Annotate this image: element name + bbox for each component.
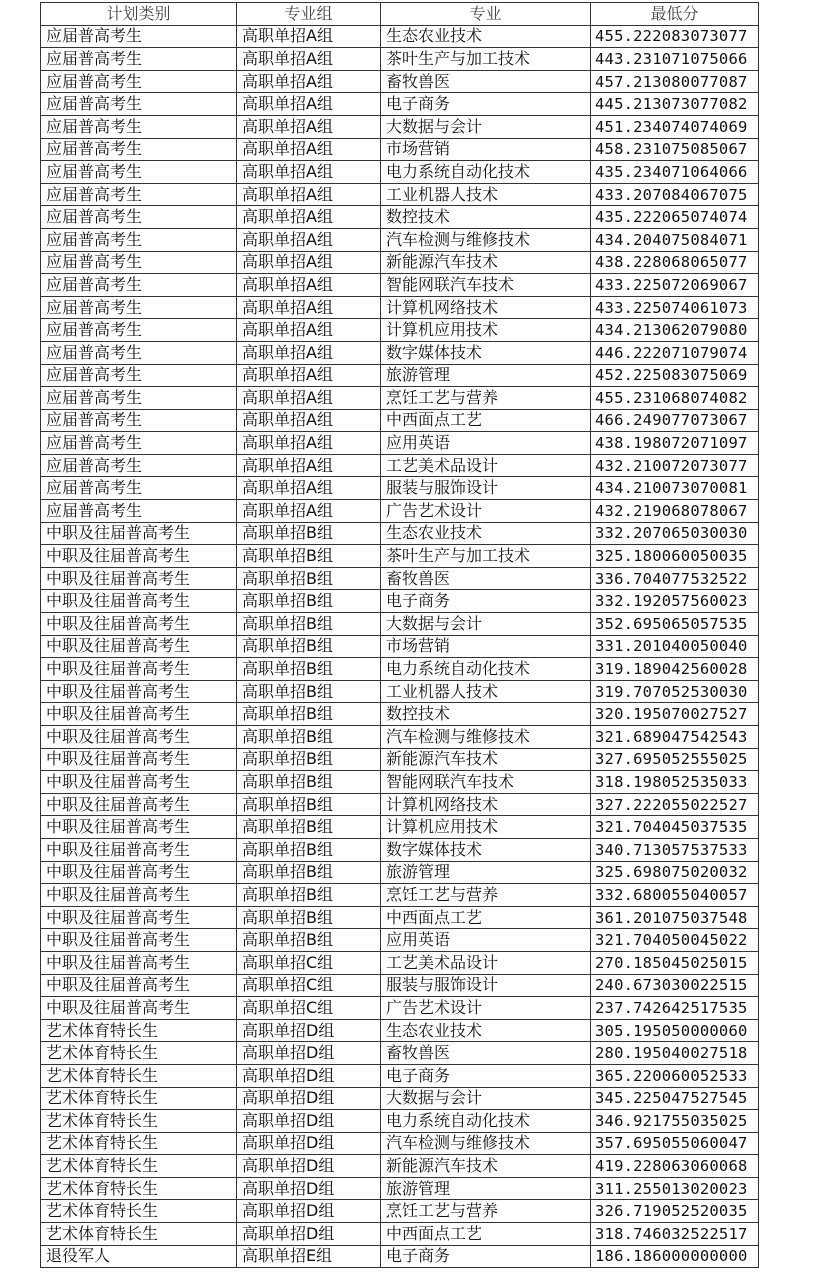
- table-row: [41, 387, 759, 410]
- plan-category-cell: 中职及往届普高考生: [41, 838, 237, 861]
- plan-category-cell: 应届普高考生: [41, 296, 237, 319]
- min-score-cell: 319.189042560028: [591, 658, 759, 681]
- major-group-cell: 高职单招B组: [237, 929, 381, 952]
- min-score-cell: 346.921755035025: [591, 1110, 759, 1133]
- table-row: [41, 703, 759, 726]
- major-cell: 中西面点工艺: [381, 409, 591, 432]
- min-score-cell: 311.255013020023: [591, 1177, 759, 1200]
- plan-category-cell: 应届普高考生: [41, 477, 237, 500]
- major-cell: 中西面点工艺: [381, 1223, 591, 1246]
- min-score-cell: 432.210072073077: [591, 454, 759, 477]
- major-group-cell: 高职单招A组: [237, 387, 381, 410]
- table-row: [41, 816, 759, 839]
- header-plan-category: 计划类别: [41, 3, 237, 26]
- major-group-cell: 高职单招D组: [237, 1155, 381, 1178]
- major-cell: 计算机网络技术: [381, 296, 591, 319]
- major-cell: 电力系统自动化技术: [381, 658, 591, 681]
- major-cell: 数字媒体技术: [381, 838, 591, 861]
- table-row: [41, 1200, 759, 1223]
- min-score-cell: 332.680055040057: [591, 884, 759, 907]
- min-score-cell: 319.707052530030: [591, 680, 759, 703]
- min-score-cell: 326.719052520035: [591, 1200, 759, 1223]
- plan-category-cell: 中职及往届普高考生: [41, 703, 237, 726]
- major-cell: 工业机器人技术: [381, 183, 591, 206]
- major-group-cell: 高职单招B组: [237, 545, 381, 568]
- major-cell: 大数据与会计: [381, 115, 591, 138]
- major-cell: 新能源汽车技术: [381, 251, 591, 274]
- plan-category-cell: 中职及往届普高考生: [41, 929, 237, 952]
- plan-category-cell: 中职及往届普高考生: [41, 884, 237, 907]
- score-table-sheet: [40, 2, 758, 1268]
- major-group-cell: 高职单招B组: [237, 793, 381, 816]
- major-group-cell: 高职单招D组: [237, 1064, 381, 1087]
- table-header-row: [41, 3, 759, 26]
- major-group-cell: 高职单招A组: [237, 93, 381, 116]
- table-row: [41, 613, 759, 636]
- plan-category-cell: 应届普高考生: [41, 48, 237, 71]
- major-group-cell: 高职单招A组: [237, 228, 381, 251]
- major-cell: 工艺美术品设计: [381, 454, 591, 477]
- major-group-cell: 高职单招D组: [237, 1110, 381, 1133]
- major-group-cell: 高职单招A组: [237, 115, 381, 138]
- major-group-cell: 高职单招A组: [237, 477, 381, 500]
- min-score-cell: 318.198052535033: [591, 771, 759, 794]
- major-cell: 生态农业技术: [381, 522, 591, 545]
- major-cell: 畜牧兽医: [381, 1042, 591, 1065]
- major-cell: 服装与服饰设计: [381, 974, 591, 997]
- major-group-cell: 高职单招B组: [237, 816, 381, 839]
- plan-category-cell: 艺术体育特长生: [41, 1087, 237, 1110]
- major-group-cell: 高职单招A组: [237, 183, 381, 206]
- min-score-cell: 240.673030022515: [591, 974, 759, 997]
- table-row: [41, 884, 759, 907]
- table-row: [41, 1087, 759, 1110]
- plan-category-cell: 艺术体育特长生: [41, 1132, 237, 1155]
- major-cell: 茶叶生产与加工技术: [381, 545, 591, 568]
- major-cell: 畜牧兽医: [381, 70, 591, 93]
- major-cell: 旅游管理: [381, 1177, 591, 1200]
- table-row: [41, 635, 759, 658]
- table-row: [41, 432, 759, 455]
- plan-category-cell: 艺术体育特长生: [41, 1019, 237, 1042]
- min-score-cell: 443.231071075066: [591, 48, 759, 71]
- plan-category-cell: 应届普高考生: [41, 115, 237, 138]
- major-group-cell: 高职单招A组: [237, 454, 381, 477]
- table-row: [41, 477, 759, 500]
- plan-category-cell: 应届普高考生: [41, 274, 237, 297]
- plan-category-cell: 应届普高考生: [41, 206, 237, 229]
- table-row: [41, 319, 759, 342]
- min-score-cell: 332.192057560023: [591, 590, 759, 613]
- table-row: [41, 1064, 759, 1087]
- plan-category-cell: 中职及往届普高考生: [41, 771, 237, 794]
- table-row: [41, 183, 759, 206]
- major-group-cell: 高职单招D组: [237, 1200, 381, 1223]
- min-score-cell: 336.704077532522: [591, 567, 759, 590]
- min-score-cell: 451.234074074069: [591, 115, 759, 138]
- min-score-cell: 318.746032522517: [591, 1223, 759, 1246]
- major-cell: 广告艺术设计: [381, 997, 591, 1020]
- min-score-cell: 466.249077073067: [591, 409, 759, 432]
- major-cell: 电子商务: [381, 1245, 591, 1268]
- min-score-cell: 457.213080077087: [591, 70, 759, 93]
- major-group-cell: 高职单招C组: [237, 974, 381, 997]
- major-cell: 烹饪工艺与营养: [381, 884, 591, 907]
- major-group-cell: 高职单招A组: [237, 251, 381, 274]
- plan-category-cell: 应届普高考生: [41, 93, 237, 116]
- min-score-cell: 280.195040027518: [591, 1042, 759, 1065]
- major-cell: 数控技术: [381, 206, 591, 229]
- plan-category-cell: 中职及往届普高考生: [41, 635, 237, 658]
- major-cell: 市场营销: [381, 138, 591, 161]
- table-row: [41, 409, 759, 432]
- major-cell: 烹饪工艺与营养: [381, 387, 591, 410]
- major-cell: 畜牧兽医: [381, 567, 591, 590]
- plan-category-cell: 中职及往届普高考生: [41, 658, 237, 681]
- major-cell: 烹饪工艺与营养: [381, 1200, 591, 1223]
- major-group-cell: 高职单招B组: [237, 703, 381, 726]
- plan-category-cell: 中职及往届普高考生: [41, 748, 237, 771]
- min-score-cell: 321.704045037535: [591, 816, 759, 839]
- major-group-cell: 高职单招B组: [237, 748, 381, 771]
- major-group-cell: 高职单招A组: [237, 319, 381, 342]
- plan-category-cell: 艺术体育特长生: [41, 1223, 237, 1246]
- plan-category-cell: 应届普高考生: [41, 70, 237, 93]
- table-row: [41, 658, 759, 681]
- plan-category-cell: 中职及往届普高考生: [41, 974, 237, 997]
- min-score-cell: 357.695055060047: [591, 1132, 759, 1155]
- major-group-cell: 高职单招A组: [237, 48, 381, 71]
- major-cell: 汽车检测与维修技术: [381, 1132, 591, 1155]
- table-row: [41, 1042, 759, 1065]
- min-score-cell: 327.222055022527: [591, 793, 759, 816]
- major-group-cell: 高职单招B组: [237, 613, 381, 636]
- table-row: [41, 1223, 759, 1246]
- major-cell: 广告艺术设计: [381, 500, 591, 523]
- major-cell: 应用英语: [381, 929, 591, 952]
- header-min-score: 最低分: [591, 3, 759, 26]
- min-score-cell: 305.195050000060: [591, 1019, 759, 1042]
- major-cell: 大数据与会计: [381, 613, 591, 636]
- min-score-cell: 445.213073077082: [591, 93, 759, 116]
- plan-category-cell: 中职及往届普高考生: [41, 726, 237, 749]
- plan-category-cell: 中职及往届普高考生: [41, 951, 237, 974]
- major-group-cell: 高职单招C组: [237, 997, 381, 1020]
- table-row: [41, 951, 759, 974]
- table-row: [41, 115, 759, 138]
- table-row: [41, 771, 759, 794]
- table-row: [41, 1019, 759, 1042]
- major-group-cell: 高职单招B组: [237, 861, 381, 884]
- table-row: [41, 567, 759, 590]
- min-score-cell: 452.225083075069: [591, 364, 759, 387]
- min-score-cell: 434.213062079080: [591, 319, 759, 342]
- major-group-cell: 高职单招A组: [237, 25, 381, 48]
- plan-category-cell: 应届普高考生: [41, 454, 237, 477]
- major-cell: 计算机网络技术: [381, 793, 591, 816]
- min-score-cell: 433.207084067075: [591, 183, 759, 206]
- major-group-cell: 高职单招A组: [237, 364, 381, 387]
- major-cell: 市场营销: [381, 635, 591, 658]
- table-row: [41, 48, 759, 71]
- table-body: [41, 25, 759, 1268]
- table-row: [41, 500, 759, 523]
- min-score-cell: 434.204075084071: [591, 228, 759, 251]
- table-row: [41, 861, 759, 884]
- major-cell: 电子商务: [381, 590, 591, 613]
- major-group-cell: 高职单招D组: [237, 1223, 381, 1246]
- major-cell: 汽车检测与维修技术: [381, 726, 591, 749]
- table-row: [41, 25, 759, 48]
- plan-category-cell: 艺术体育特长生: [41, 1042, 237, 1065]
- min-score-cell: 419.228063060068: [591, 1155, 759, 1178]
- plan-category-cell: 退役军人: [41, 1245, 237, 1268]
- major-cell: 数字媒体技术: [381, 341, 591, 364]
- plan-category-cell: 中职及往届普高考生: [41, 545, 237, 568]
- major-group-cell: 高职单招B组: [237, 884, 381, 907]
- major-cell: 电力系统自动化技术: [381, 1110, 591, 1133]
- min-score-cell: 320.195070027527: [591, 703, 759, 726]
- plan-category-cell: 应届普高考生: [41, 409, 237, 432]
- min-score-cell: 433.225072069067: [591, 274, 759, 297]
- major-group-cell: 高职单招A组: [237, 70, 381, 93]
- major-cell: 生态农业技术: [381, 25, 591, 48]
- table-row: [41, 1177, 759, 1200]
- plan-category-cell: 中职及往届普高考生: [41, 816, 237, 839]
- plan-category-cell: 应届普高考生: [41, 251, 237, 274]
- min-score-cell: 458.231075085067: [591, 138, 759, 161]
- min-score-cell: 327.695052555025: [591, 748, 759, 771]
- table-row: [41, 138, 759, 161]
- min-score-cell: 435.222065074074: [591, 206, 759, 229]
- plan-category-cell: 中职及往届普高考生: [41, 906, 237, 929]
- min-score-cell: 186.186000000000: [591, 1245, 759, 1268]
- major-group-cell: 高职单招A组: [237, 500, 381, 523]
- major-group-cell: 高职单招B组: [237, 680, 381, 703]
- major-cell: 新能源汽车技术: [381, 748, 591, 771]
- major-group-cell: 高职单招B组: [237, 522, 381, 545]
- plan-category-cell: 艺术体育特长生: [41, 1064, 237, 1087]
- table-row: [41, 251, 759, 274]
- table-row: [41, 161, 759, 184]
- major-group-cell: 高职单招A组: [237, 432, 381, 455]
- plan-category-cell: 应届普高考生: [41, 500, 237, 523]
- min-score-cell: 325.180060050035: [591, 545, 759, 568]
- table-row: [41, 997, 759, 1020]
- major-group-cell: 高职单招A组: [237, 274, 381, 297]
- major-cell: 电子商务: [381, 93, 591, 116]
- major-group-cell: 高职单招B组: [237, 838, 381, 861]
- min-score-cell: 321.689047542543: [591, 726, 759, 749]
- major-group-cell: 高职单招D组: [237, 1042, 381, 1065]
- table-row: [41, 1155, 759, 1178]
- plan-category-cell: 应届普高考生: [41, 364, 237, 387]
- major-group-cell: 高职单招D组: [237, 1019, 381, 1042]
- table-row: [41, 1110, 759, 1133]
- major-cell: 茶叶生产与加工技术: [381, 48, 591, 71]
- major-cell: 新能源汽车技术: [381, 1155, 591, 1178]
- major-cell: 服装与服饰设计: [381, 477, 591, 500]
- min-score-cell: 455.231068074082: [591, 387, 759, 410]
- plan-category-cell: 应届普高考生: [41, 138, 237, 161]
- plan-category-cell: 艺术体育特长生: [41, 1110, 237, 1133]
- plan-category-cell: 应届普高考生: [41, 25, 237, 48]
- plan-category-cell: 艺术体育特长生: [41, 1200, 237, 1223]
- table-row: [41, 545, 759, 568]
- plan-category-cell: 应届普高考生: [41, 228, 237, 251]
- major-group-cell: 高职单招D组: [237, 1132, 381, 1155]
- table-row: [41, 93, 759, 116]
- min-score-cell: 345.225047527545: [591, 1087, 759, 1110]
- major-cell: 旅游管理: [381, 364, 591, 387]
- major-group-cell: 高职单招B组: [237, 567, 381, 590]
- major-cell: 汽车检测与维修技术: [381, 228, 591, 251]
- table-row: [41, 1132, 759, 1155]
- min-score-cell: 435.234071064066: [591, 161, 759, 184]
- major-group-cell: 高职单招B组: [237, 726, 381, 749]
- plan-category-cell: 中职及往届普高考生: [41, 793, 237, 816]
- min-score-cell: 433.225074061073: [591, 296, 759, 319]
- table-row: [41, 522, 759, 545]
- plan-category-cell: 应届普高考生: [41, 432, 237, 455]
- major-group-cell: 高职单招D组: [237, 1177, 381, 1200]
- plan-category-cell: 中职及往届普高考生: [41, 567, 237, 590]
- min-score-cell: 361.201075037548: [591, 906, 759, 929]
- table-row: [41, 228, 759, 251]
- table-row: [41, 590, 759, 613]
- plan-category-cell: 艺术体育特长生: [41, 1177, 237, 1200]
- major-group-cell: 高职单招B组: [237, 906, 381, 929]
- table-row: [41, 793, 759, 816]
- major-group-cell: 高职单招B组: [237, 771, 381, 794]
- plan-category-cell: 应届普高考生: [41, 161, 237, 184]
- min-score-cell: 455.222083073077: [591, 25, 759, 48]
- major-cell: 计算机应用技术: [381, 319, 591, 342]
- plan-category-cell: 中职及往届普高考生: [41, 590, 237, 613]
- plan-category-cell: 应届普高考生: [41, 183, 237, 206]
- min-score-cell: 438.228068065077: [591, 251, 759, 274]
- major-cell: 中西面点工艺: [381, 906, 591, 929]
- major-group-cell: 高职单招B组: [237, 590, 381, 613]
- score-table: [40, 2, 759, 1268]
- plan-category-cell: 应届普高考生: [41, 387, 237, 410]
- min-score-cell: 446.222071079074: [591, 341, 759, 364]
- table-row: [41, 296, 759, 319]
- table-row: [41, 206, 759, 229]
- min-score-cell: 438.198072071097: [591, 432, 759, 455]
- plan-category-cell: 中职及往届普高考生: [41, 861, 237, 884]
- plan-category-cell: 中职及往届普高考生: [41, 997, 237, 1020]
- table-row: [41, 454, 759, 477]
- min-score-cell: 237.742642517535: [591, 997, 759, 1020]
- major-group-cell: 高职单招A组: [237, 409, 381, 432]
- table-row: [41, 838, 759, 861]
- min-score-cell: 432.219068078067: [591, 500, 759, 523]
- table-row: [41, 680, 759, 703]
- header-major-group: 专业组: [237, 3, 381, 26]
- min-score-cell: 434.210073070081: [591, 477, 759, 500]
- major-group-cell: 高职单招A组: [237, 138, 381, 161]
- major-cell: 数控技术: [381, 703, 591, 726]
- major-cell: 生态农业技术: [381, 1019, 591, 1042]
- major-cell: 电子商务: [381, 1064, 591, 1087]
- header-major: 专业: [381, 3, 591, 26]
- plan-category-cell: 中职及往届普高考生: [41, 613, 237, 636]
- major-cell: 智能网联汽车技术: [381, 771, 591, 794]
- major-cell: 工艺美术品设计: [381, 951, 591, 974]
- plan-category-cell: 中职及往届普高考生: [41, 680, 237, 703]
- min-score-cell: 331.201040050040: [591, 635, 759, 658]
- min-score-cell: 270.185045025015: [591, 951, 759, 974]
- major-group-cell: 高职单招C组: [237, 951, 381, 974]
- major-group-cell: 高职单招A组: [237, 161, 381, 184]
- plan-category-cell: 应届普高考生: [41, 341, 237, 364]
- major-group-cell: 高职单招B组: [237, 658, 381, 681]
- major-cell: 旅游管理: [381, 861, 591, 884]
- min-score-cell: 352.695065057535: [591, 613, 759, 636]
- min-score-cell: 340.713057537533: [591, 838, 759, 861]
- table-row: [41, 929, 759, 952]
- major-cell: 计算机应用技术: [381, 816, 591, 839]
- plan-category-cell: 中职及往届普高考生: [41, 522, 237, 545]
- table-row: [41, 364, 759, 387]
- table-row: [41, 274, 759, 297]
- major-group-cell: 高职单招B组: [237, 635, 381, 658]
- major-cell: 大数据与会计: [381, 1087, 591, 1110]
- plan-category-cell: 艺术体育特长生: [41, 1155, 237, 1178]
- plan-category-cell: 应届普高考生: [41, 319, 237, 342]
- table-row: [41, 70, 759, 93]
- major-group-cell: 高职单招A组: [237, 341, 381, 364]
- table-row: [41, 726, 759, 749]
- min-score-cell: 332.207065030030: [591, 522, 759, 545]
- table-row: [41, 1245, 759, 1268]
- table-row: [41, 906, 759, 929]
- major-cell: 应用英语: [381, 432, 591, 455]
- min-score-cell: 321.704050045022: [591, 929, 759, 952]
- major-group-cell: 高职单招A组: [237, 206, 381, 229]
- min-score-cell: 325.698075020032: [591, 861, 759, 884]
- major-cell: 工业机器人技术: [381, 680, 591, 703]
- major-cell: 电力系统自动化技术: [381, 161, 591, 184]
- major-cell: 智能网联汽车技术: [381, 274, 591, 297]
- table-row: [41, 341, 759, 364]
- major-group-cell: 高职单招D组: [237, 1087, 381, 1110]
- major-group-cell: 高职单招E组: [237, 1245, 381, 1268]
- major-group-cell: 高职单招A组: [237, 296, 381, 319]
- min-score-cell: 365.220060052533: [591, 1064, 759, 1087]
- table-row: [41, 748, 759, 771]
- table-row: [41, 974, 759, 997]
